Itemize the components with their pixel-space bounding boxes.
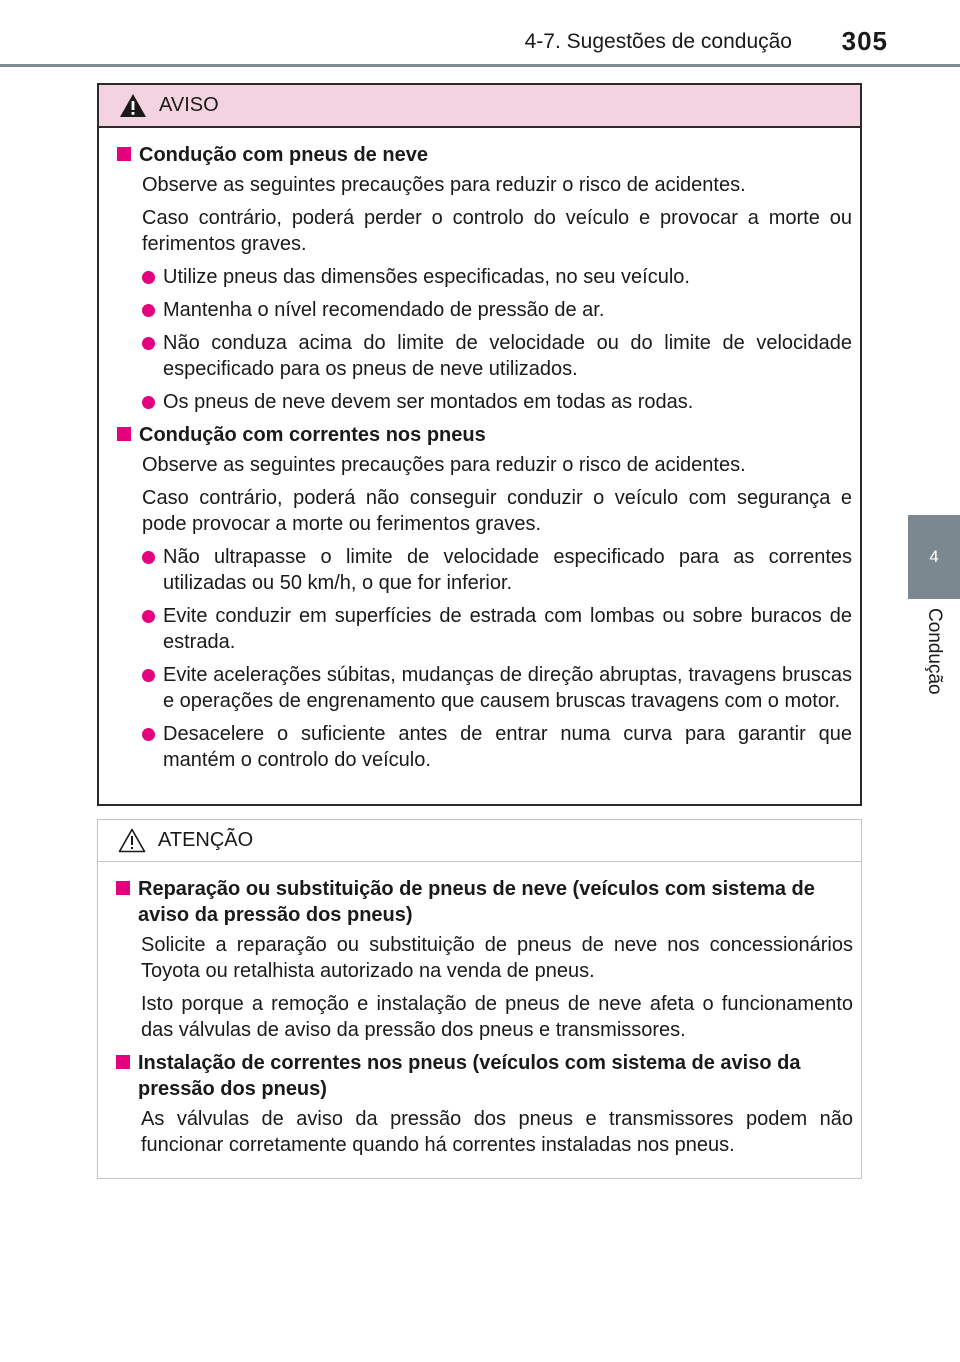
- list-item: [142, 297, 852, 323]
- circle-bullet-icon: [142, 610, 155, 623]
- paragraph: Observe as seguintes precauções para reduzir o risco de acidentes.: [142, 174, 746, 196]
- section-title: [116, 876, 853, 928]
- warning-box-header: [99, 85, 860, 128]
- paragraph: Caso contrário, poderá perder o controlo do veículo e provocar a morte ou ferimentos graves.: [142, 207, 852, 255]
- square-bullet-icon: [117, 147, 131, 161]
- caution-box-body: [98, 862, 861, 1158]
- circle-bullet-icon: [142, 304, 155, 317]
- list-item: [142, 544, 852, 596]
- square-bullet-icon: [116, 1055, 130, 1069]
- circle-bullet-icon: [142, 728, 155, 741]
- paragraph: As válvulas de aviso da pressão dos pneus e transmissores podem não funcionar corretamente quando há correntes instaladas nos pneus.: [141, 1108, 853, 1156]
- circle-bullet-icon: [142, 271, 155, 284]
- list-item-text: Mantenha o nível recomendado de pressão de ar.: [163, 299, 605, 321]
- caution-box-header: [98, 820, 861, 862]
- list-item-text: Não ultrapasse o limite de velocidade especificado para as correntes utilizadas ou 50 km/h, o que for inferior.: [163, 546, 852, 594]
- warning-box: [97, 83, 862, 806]
- caution-box-title: ATENÇÃO: [158, 829, 254, 851]
- section-title-text: Instalação de correntes nos pneus (veículos com sistema de aviso da pressão dos pneus): [138, 1052, 801, 1100]
- list-item-text: Desacelere o suficiente antes de entrar numa curva para garantir que mantém o controlo do veículo.: [163, 723, 852, 771]
- list-item-text: Utilize pneus das dimensões especificadas, no seu veículo.: [163, 266, 690, 288]
- list-item-text: Evite conduzir em superfícies de estrada com lombas ou sobre buracos de estrada.: [163, 605, 852, 653]
- section-title-text: Condução com pneus de neve: [139, 144, 428, 166]
- list-item-text: Os pneus de neve devem ser montados em todas as rodas.: [163, 391, 694, 413]
- caution-box: [97, 819, 862, 1179]
- paragraph: Isto porque a remoção e instalação de pneus de neve afeta o funcionamento das válvulas de aviso da pressão dos pneus e transmissores.: [141, 993, 853, 1041]
- circle-bullet-icon: [142, 551, 155, 564]
- chapter-tab-number: 4: [929, 547, 939, 566]
- page-number: 305: [841, 26, 888, 56]
- warning-triangle-icon: [119, 93, 147, 118]
- header-rule: [0, 64, 960, 67]
- paragraph: Observe as seguintes precauções para reduzir o risco de acidentes.: [142, 454, 746, 476]
- warning-box-body: [99, 128, 860, 773]
- circle-bullet-icon: [142, 669, 155, 682]
- caution-triangle-outline-icon: [118, 828, 146, 853]
- list-item: [142, 264, 852, 290]
- warning-box-title: AVISO: [159, 94, 219, 116]
- section-title: [117, 142, 852, 168]
- list-item-text: Não conduza acima do limite de velocidade ou do limite de velocidade especificado para os pneus de neve utilizados.: [163, 332, 852, 380]
- chapter-tab[interactable]: [908, 515, 960, 599]
- page-header: [0, 0, 960, 66]
- list-item: [142, 721, 852, 773]
- square-bullet-icon: [116, 881, 130, 895]
- list-item: [142, 603, 852, 655]
- square-bullet-icon: [117, 427, 131, 441]
- list-item: [142, 330, 852, 382]
- header-section-title: 4-7. Sugestões de condução: [524, 30, 792, 53]
- section-title-text: Reparação ou substituição de pneus de neve (veículos com sistema de aviso da pressão dos pneus): [138, 878, 815, 926]
- circle-bullet-icon: [142, 337, 155, 350]
- section-title: [116, 1050, 853, 1102]
- section-title: [117, 422, 852, 448]
- list-item: [142, 662, 852, 714]
- paragraph: Solicite a reparação ou substituição de pneus de neve nos concessionários Toyota ou retalhista autorizado na venda de pneus.: [141, 934, 853, 982]
- circle-bullet-icon: [142, 396, 155, 409]
- list-item-text: Evite acelerações súbitas, mudanças de direção abruptas, travagens bruscas e operações de engrenamento que causem bruscas travagens com o motor.: [163, 664, 852, 712]
- list-item: [142, 389, 852, 415]
- chapter-tab-label: Condução: [924, 608, 945, 695]
- section-title-text: Condução com correntes nos pneus: [139, 424, 486, 446]
- paragraph: Caso contrário, poderá não conseguir conduzir o veículo com segurança e pode provocar a morte ou ferimentos graves.: [142, 487, 852, 535]
